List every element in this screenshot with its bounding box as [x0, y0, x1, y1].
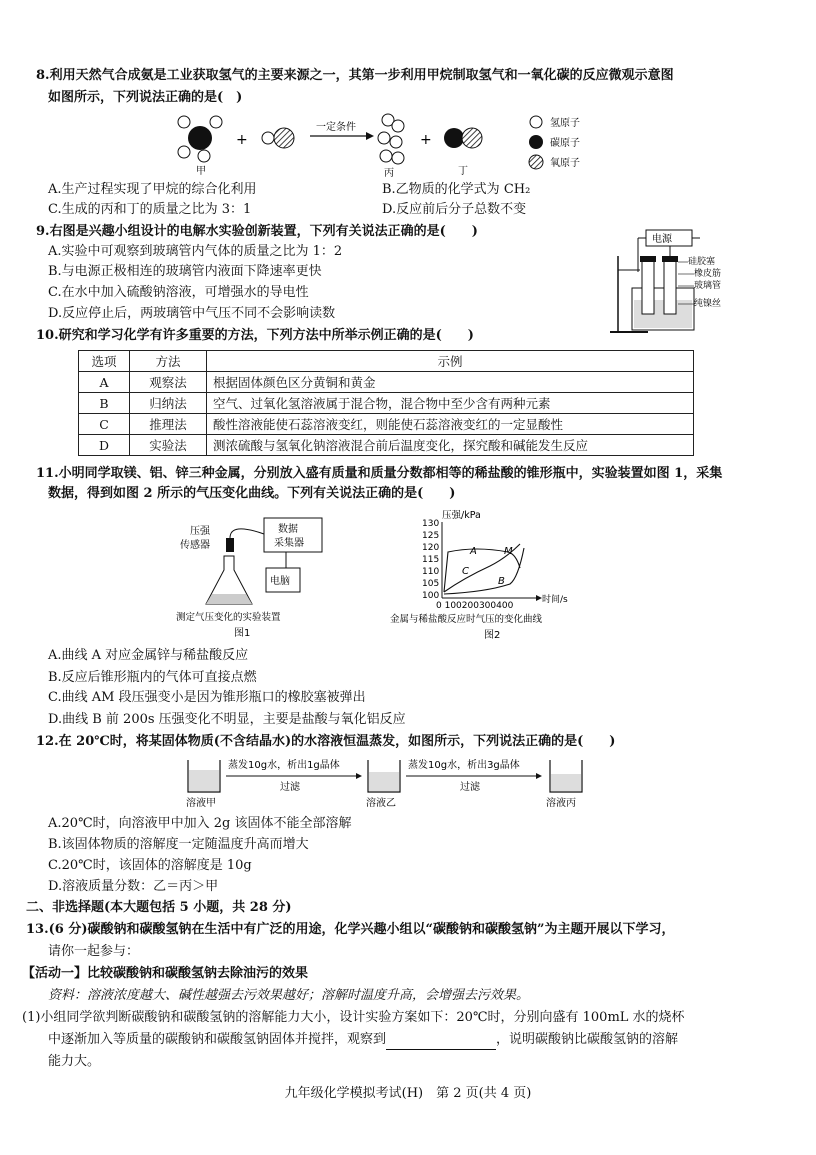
q10-stem: 10.研究和学习化学有许多重要的方法，下列方法中所举示例正确的是( )	[36, 328, 474, 343]
svg-text:数据: 数据	[278, 524, 298, 535]
q8-option-d[interactable]: D.反应前后分子总数不变	[382, 202, 527, 217]
svg-text:时间/s: 时间/s	[542, 595, 568, 605]
svg-text:C: C	[462, 566, 469, 577]
q13-stem-line1: 13.(6 分)碳酸钠和碳酸氢钠在生活中有广泛的用途，化学兴趣小组以“碳酸钠和碳酸氢钠”为主题开展以下学习，	[26, 922, 675, 937]
q11-stem-line1: 11.小明同学取镁、铝、锌三种金属，分别放入盛有质量和质量分数都相等的稀盐酸的锥形瓶中，实验装置如图 1，采集	[36, 466, 723, 481]
svg-text:105: 105	[422, 579, 440, 589]
q13-activity-1: 【活动一】比较碳酸钠和碳酸氢钠去除油污的效果	[22, 966, 309, 981]
svg-text:氢原子: 氢原子	[550, 118, 580, 129]
q8-option-b[interactable]: B.乙物质的化学式为 CH₂	[382, 182, 531, 197]
glass-tube-label: 玻璃管	[694, 281, 722, 291]
svg-text:压强/kPa: 压强/kPa	[442, 510, 481, 521]
svg-text:采集器: 采集器	[274, 538, 304, 549]
methane-molecule	[178, 116, 222, 162]
svg-text:电脑: 电脑	[270, 576, 290, 587]
q13-part1-line1: (1)小组同学欲判断碳酸钠和碳酸氢钠的溶解能力大小，设计实验方案如下：20℃时，分别向盛有 100mL 水的烧杯	[22, 1010, 685, 1025]
fig1-label: 图1	[234, 628, 251, 639]
q8-option-a[interactable]: A.生产过程实现了甲烷的综合化利用	[48, 182, 257, 197]
svg-text:A: A	[470, 546, 477, 557]
q11-option-d[interactable]: D.曲线 B 前 200s 压强变化不明显，主要是盐酸与氧化铝反应	[48, 712, 406, 727]
fig2-pressure-chart	[386, 508, 606, 644]
q9-option-a[interactable]: A.实验中可观察到玻璃管内气体的质量之比为 1：2	[48, 244, 343, 259]
header-method: 方法	[130, 351, 207, 372]
table-row: C 推理法 酸性溶液能使石蕊溶液变红，则能使石蕊溶液变红的一定显酸性	[79, 414, 694, 435]
q11-option-a[interactable]: A.曲线 A 对应金属锌与稀盐酸反应	[48, 648, 249, 663]
q12-option-a[interactable]: A.20℃时，向溶液甲中加入 2g 该固体不能全部溶解	[48, 816, 352, 831]
q9-option-b[interactable]: B.与电源正极相连的玻璃管内液面下降速率更快	[48, 264, 322, 279]
q11-stem-line2: 数据，得到如图 2 所示的气压变化曲线。下列有关说法正确的是( )	[48, 486, 456, 501]
fig1-apparatus	[168, 512, 328, 640]
q9-stem: 9.右图是兴趣小组设计的电解水实验创新装置，下列有关说法正确的是( )	[36, 224, 478, 239]
label-bing: 丙	[384, 168, 394, 179]
electrolysis-apparatus	[608, 226, 738, 338]
plus-sign-1: +	[236, 132, 248, 148]
condition-label: 一定条件	[316, 122, 356, 133]
table-row: A 观察法 根据固体颜色区分黄铜和黄金	[79, 372, 694, 393]
table-row: B 归纳法 空气、过氧化氢溶液属于混合物，混合物中至少含有两种元素	[79, 393, 694, 414]
beaker-bing	[546, 760, 582, 809]
atom-legend	[529, 116, 580, 169]
q8-reaction-diagram	[170, 108, 640, 180]
svg-text:溶液甲: 溶液甲	[186, 798, 216, 809]
header-example: 示例	[207, 351, 694, 372]
water-molecule	[262, 128, 294, 148]
svg-text:125: 125	[422, 531, 440, 541]
q13-part1-line2: 中逐渐加入等质量的碳酸钠和碳酸氢钠固体并搅拌，观察到 ，说明碳酸钠比碳酸氢钠的溶解	[48, 1030, 678, 1050]
nickel-wire-label: 纯镍丝	[694, 299, 722, 309]
label-jia: 甲	[196, 166, 206, 177]
svg-text:溶液丙: 溶液丙	[546, 798, 576, 809]
q11-option-c[interactable]: C.曲线 AM 段压强变小是因为锥形瓶口的橡胶塞被弹出	[48, 690, 366, 705]
svg-text:110: 110	[422, 567, 440, 577]
fig2-label: 图2	[484, 630, 501, 641]
q11-option-b[interactable]: B.反应后锥形瓶内的气体可直接点燃	[48, 670, 257, 685]
svg-text:溶液乙: 溶液乙	[366, 798, 396, 809]
section-2-heading: 二、非选择题(本大题包括 5 小题，共 28 分)	[26, 900, 292, 915]
plus-sign-2: +	[420, 132, 432, 148]
q13-part1-line3: 能力大。	[48, 1054, 101, 1069]
label-ding: 丁	[458, 166, 468, 177]
q13-info: 资料：溶液浓度越大、碱性越强去污效果越好；溶解时温度升高，会增强去污效果。	[48, 988, 530, 1003]
svg-text:115: 115	[422, 555, 440, 565]
q9-option-c[interactable]: C.在水中加入硫酸钠溶液，可增强水的导电性	[48, 285, 309, 300]
rubber-band-label: 橡皮筋	[694, 269, 722, 279]
svg-text:传感器: 传感器	[180, 540, 210, 551]
q8-stem-line1: 8.利用天然气合成氨是工业获取氢气的主要来源之一，其第一步利用甲烷制取氢气和一氧化碳的反应微观示意图	[36, 68, 674, 83]
svg-text:压强: 压强	[190, 526, 210, 537]
table-header-row	[79, 351, 694, 372]
hydrogen-molecules	[378, 114, 404, 164]
beaker-jia	[186, 760, 220, 809]
svg-text:M: M	[504, 546, 513, 557]
co-molecule	[444, 128, 482, 148]
svg-text:0 100200300400: 0 100200300400	[436, 601, 514, 611]
q12-evaporation-diagram	[180, 754, 600, 812]
svg-text:蒸发10g水，析出3g晶体: 蒸发10g水，析出3g晶体	[408, 760, 520, 771]
svg-text:过滤: 过滤	[460, 782, 480, 793]
svg-text:蒸发10g水，析出1g晶体: 蒸发10g水，析出1g晶体	[228, 760, 340, 771]
q8-option-c[interactable]: C.生成的丙和丁的质量之比为 3：1	[48, 202, 252, 217]
svg-text:B: B	[498, 576, 505, 587]
q13-answer-blank[interactable]	[386, 1035, 496, 1050]
q12-stem: 12.在 20℃时，将某固体物质(不含结晶水)的水溶液恒温蒸发，如图所示，下列说法正确的是( )	[36, 734, 616, 749]
q9-option-d[interactable]: D.反应停止后，两玻璃管中气压不同不会影响读数	[48, 306, 336, 321]
q10-methods-table	[78, 350, 694, 456]
q12-option-c[interactable]: C.20℃时，该固体的溶解度是 10g	[48, 858, 252, 873]
svg-text:120: 120	[422, 543, 440, 553]
svg-text:130: 130	[422, 519, 440, 529]
svg-text:氧原子: 氧原子	[550, 158, 580, 169]
q8-stem-line2: 如图所示，下列说法正确的是( )	[48, 90, 243, 105]
svg-text:100: 100	[422, 591, 440, 601]
q12-option-d[interactable]: D.溶液质量分数：乙＝丙＞甲	[48, 879, 219, 894]
q13-stem-line2: 请你一起参与：	[48, 944, 140, 959]
beaker-yi	[366, 760, 400, 809]
fig1-caption: 测定气压变化的实验装置	[176, 612, 281, 623]
stopper-label: 硅胶塞	[688, 257, 716, 267]
fig2-caption: 金属与稀盐酸反应时气压的变化曲线	[390, 614, 543, 625]
q12-option-b[interactable]: B.该固体物质的溶解度一定随温度升高而增大	[48, 837, 309, 852]
svg-text:过滤: 过滤	[280, 782, 300, 793]
svg-text:碳原子: 碳原子	[550, 138, 580, 149]
page-footer: 九年级化学模拟考试(H) 第 2 页(共 4 页)	[284, 1086, 532, 1101]
power-source-label: 电源	[652, 234, 672, 245]
table-row: D 实验法 测浓硫酸与氢氧化钠溶液混合前后温度变化，探究酸和碱能发生反应	[79, 435, 694, 456]
header-option: 选项	[79, 351, 130, 372]
